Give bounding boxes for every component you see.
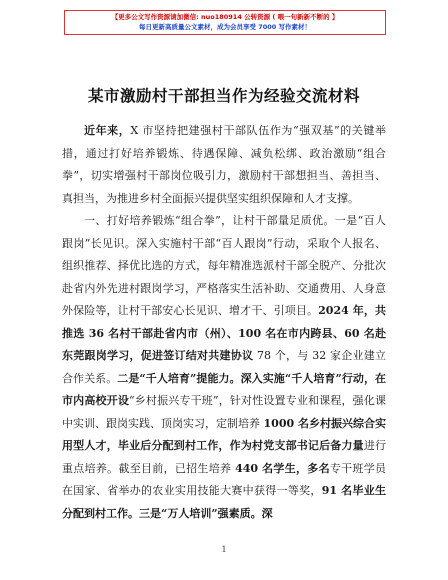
paragraph-intro [62,120,386,210]
document-title: 某市激励村干部担当作为经验交流材料 [87,87,360,105]
paragraph-section-one [62,210,386,525]
page-number: 1 [221,545,227,554]
subsection-two-heading: 二是“千人培育”提能力。深入实施“千人培育”行动，在市内高校开设 [62,371,386,407]
section-one-text: 一、打好培养锻炼“组合拳”，让村干部量足质优。一是“百人跟岗”长见识。深入实施村干部“百人跟岗”行动，采取个人报名、组织推荐、择优比选的方式，每年精准选派村干部全脱产、分批次赴省内外先进村跟岗学习，严格落实生活补助、交通费用、人身意外保险等，让村干部安心长见识、增才干、引项目。 [62,214,386,317]
subsection-two-text: “乡村振兴专干班”，针对性设置专业和课程，强化课中实训、跟岗实践、顶岗实习，定制培养 [62,394,386,430]
document-body [62,120,386,525]
intro-text: X 市坚持把建强村干部队伍作为“强双基”的关键举措，通过打好培养锻炼、待遇保障、减负松绑、政治激励“组合拳”，切实增强村干部岗位吸引力，激励村干部想担当、善担当、真担当，为推进乡村全面振兴提供坚实组织保障和人才支撑。 [62,124,386,205]
subsection-two-tail2: 专干班学员在国家、省举办的农业实用技能大赛中获得一等奖， [62,461,387,497]
promo-banner-line2: 每日更新高质量公文素材，成为会员享受 7000 写作素材！ [138,23,312,31]
section-one-stats-tail: 78 个，与 32 家企业建立合作关系。 [62,349,387,385]
subsection-two-tail: 进行重点培养。截至目前，已招生培养 [62,439,387,475]
subsection-two-bold: 1000 名乡村振兴综合实用型人才，毕业后分配到村工作，作为村党支部书记后备力量 [62,416,386,452]
section-one-stats: 2024 年，共推选 36 名村干部赴省内市（州）、100 名在市内跨县、60 名赴东莞跟岗学习，促进签订结对共建协议 [62,304,386,362]
promo-banner-line1: 【更多公文写作资源请加微信: nuo180914 公转资源 ( 喂一句新新不断的 】 [111,13,339,21]
intro-lead: 近年来， [84,124,131,137]
subsection-two-bold-count: 440 名学生，多名 [235,461,330,475]
subsection-three-heading: 91 名毕业生分配到村工作。三是“万人培训”强素质。深 [62,484,387,520]
promo-banner [64,10,386,35]
